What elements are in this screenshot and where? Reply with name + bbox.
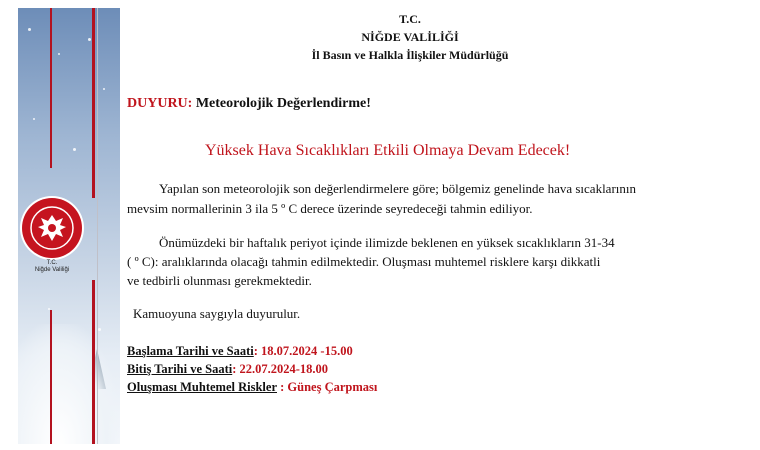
vertical-red-rule-left: [50, 8, 52, 168]
risk-value: : Güneş Çarpması: [280, 380, 378, 394]
vertical-red-rule-right: [92, 8, 95, 198]
nigde-valiligi-seal: [22, 198, 82, 258]
paragraph-2-line1: Önümüzdeki bir haftalık periyot içinde ilimizde beklenen en yüksek sıcaklıkların 31-34: [159, 235, 615, 250]
header-valilik: NİĞDE VALİLİĞİ: [361, 30, 459, 44]
end-datetime-value: : 22.07.2024-18.00: [232, 362, 329, 376]
vertical-grey-rule: [97, 8, 98, 444]
paragraph-1-line1: Yapılan son meteorolojik son değerlendirmelere göre; bölgemiz genelinde hava sıcaklarının: [159, 181, 637, 196]
seal-caption: [22, 260, 82, 274]
page-title: Yüksek Hava Sıcaklıkları Etkili Olmaya Devam Edecek!: [205, 142, 571, 159]
seal-caption-line1: T.C.: [46, 260, 58, 266]
risk-label: Oluşması Muhtemel Riskler: [127, 380, 277, 394]
paragraph-2-line2: ( º C): aralıklarında olacağı tahmin edilmektedir. Oluşması muhtemel risklere karşı dikkatli: [127, 254, 601, 269]
announcement-line: [127, 94, 371, 113]
header-tc: T.C.: [399, 12, 421, 26]
paragraph-1-line2: mevsim normallerinin 3 ila 5 º C derece üzerinde seyredeceği tahmin ediliyor.: [127, 201, 533, 216]
vertical-red-rule-lower: [50, 310, 52, 444]
double-headed-eagle-icon: [29, 205, 75, 251]
end-datetime-row: [127, 360, 328, 379]
seal-caption-line2: Niğde Valiliği: [34, 267, 70, 273]
vertical-red-rule-lower-right: [92, 280, 95, 444]
end-datetime-label: Bitiş Tarihi ve Saati: [127, 362, 233, 376]
announcement-label: DUYURU:: [127, 96, 193, 111]
paragraph-2-line3: ve tedbirli olunması gerekmektedir.: [127, 273, 312, 288]
risk-row: [127, 378, 377, 397]
start-datetime-row: [127, 342, 353, 361]
closing-text: Kamuoyuna saygıyla duyurulur.: [133, 306, 301, 321]
header-department: İl Basın ve Halkla İlişkiler Müdürlüğü: [311, 48, 509, 62]
start-datetime-label: Başlama Tarihi ve Saati: [127, 344, 254, 358]
announcement-topic: Meteorolojik Değerlendirme!: [195, 96, 371, 111]
start-datetime-value: : 18.07.2024 -15.00: [253, 344, 353, 358]
